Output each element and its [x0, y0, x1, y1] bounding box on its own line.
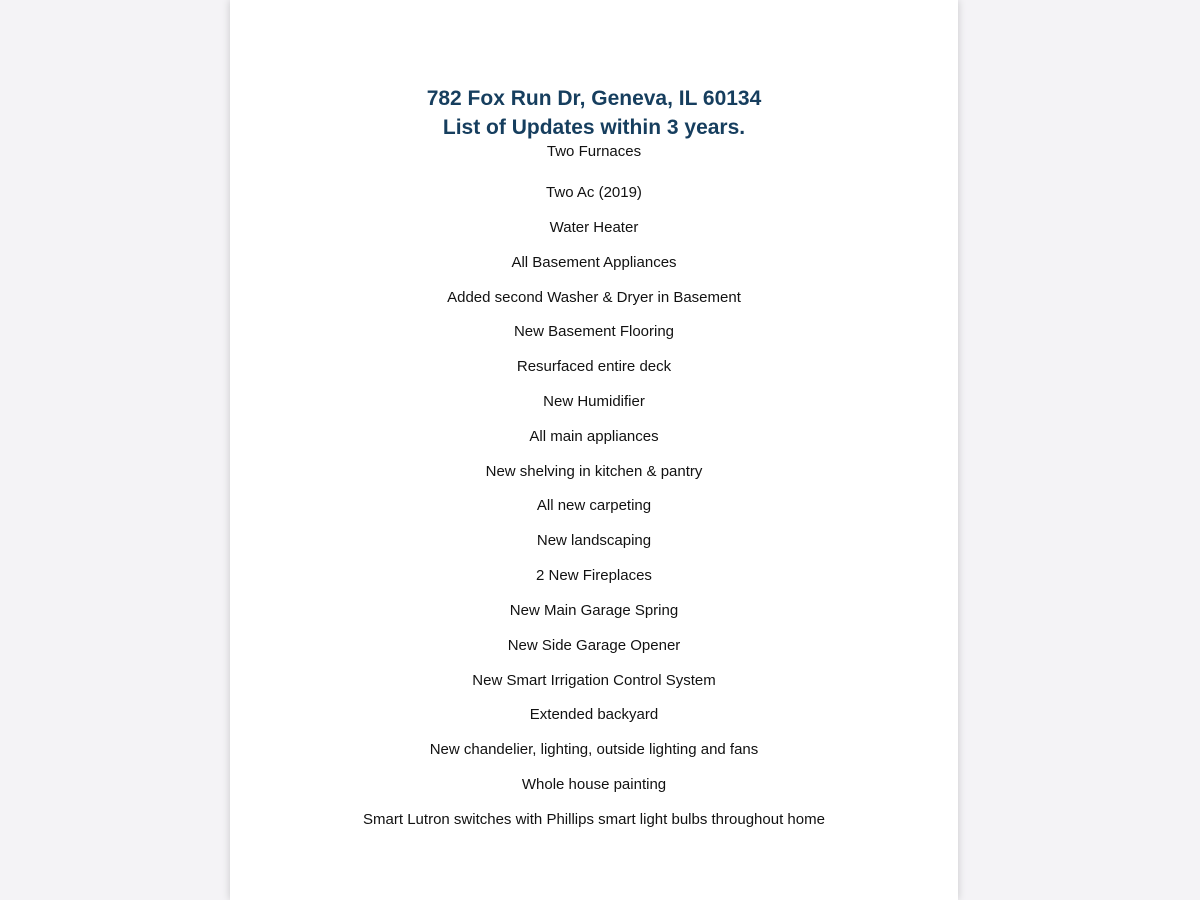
update-item-garage-opener: New Side Garage Opener — [507, 637, 681, 654]
update-item-water-heater: Water Heater — [549, 219, 639, 236]
update-item-lighting: New chandelier, lighting, outside lighting and fans — [429, 741, 759, 758]
update-item-landscaping: New landscaping — [536, 532, 652, 549]
update-item-shelving: New shelving in kitchen & pantry — [485, 463, 703, 480]
document-page — [230, 0, 958, 900]
update-item-backyard: Extended backyard — [529, 706, 659, 723]
update-item-basement-appliances: All Basement Appliances — [511, 254, 677, 271]
update-item-washer-dryer: Added second Washer & Dryer in Basement — [447, 289, 741, 306]
update-item-humidifier: New Humidifier — [543, 393, 645, 410]
update-item-fireplaces: 2 New Fireplaces — [536, 567, 652, 584]
update-item-furnaces: Two Furnaces — [546, 143, 642, 160]
update-item-garage-spring: New Main Garage Spring — [509, 602, 679, 619]
update-item-main-appliances: All main appliances — [529, 428, 659, 445]
document-title-address: 782 Fox Run Dr, Geneva, IL 60134 — [426, 87, 762, 110]
update-item-smart-switches: Smart Lutron switches with Phillips smart light bulbs throughout home — [363, 811, 825, 828]
update-item-painting: Whole house painting — [521, 776, 667, 793]
update-item-carpeting: All new carpeting — [536, 497, 652, 514]
update-item-irrigation: New Smart Irrigation Control System — [472, 672, 716, 689]
update-item-ac: Two Ac (2019) — [546, 184, 642, 201]
document-title-subtitle: List of Updates within 3 years. — [442, 116, 746, 139]
update-item-basement-flooring: New Basement Flooring — [513, 323, 675, 340]
update-item-deck: Resurfaced entire deck — [516, 358, 672, 375]
